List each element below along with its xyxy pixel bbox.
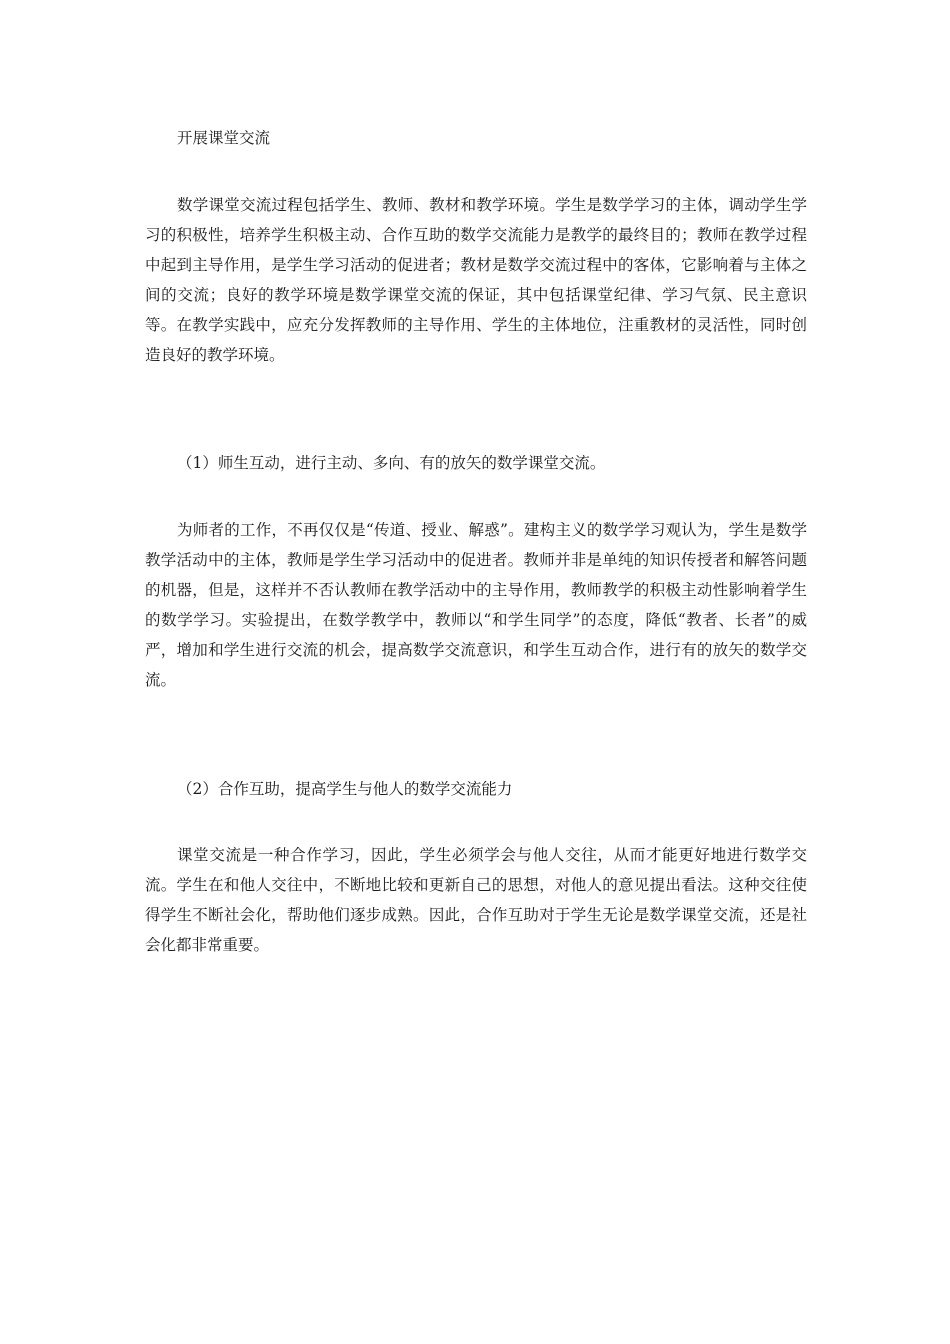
document-title: 开展课堂交流 bbox=[177, 129, 271, 147]
paragraph-1: 数学课堂交流过程包括学生、教师、教材和教学环境。学生是数学学习的主体，调动学生学习的积极性，培养学生积极主动、合作互助的数学交流能力是教学的最终目的；教师在教学过程中起到主导作用，是学生学习活动的促进者；教材是数学交流过程中的客体，它影响着与主体之间的交流；良好的教学环境是数学课堂交流的保证，其中包括课堂纪律、学习气氛、民主意识等。在教学实践中，应充分发挥教师的主导作用、学生的主体地位，注重教材的灵活性，同时创造良好的教学环境。 bbox=[145, 196, 807, 364]
paragraph-3: 课堂交流是一种合作学习，因此，学生必须学会与他人交往，从而才能更好地进行数学交流。学生在和他人交往中，不断地比较和更新自己的思想，对他人的意见提出看法。这种交往使得学生不断社会化，帮助他们逐步成熟。因此，合作互助对于学生无论是数学课堂交流，还是社会化都非常重要。 bbox=[145, 846, 807, 954]
paragraph-2: 为师者的工作，不再仅仅是“传道、授业、解惑”。建构主义的数学学习观认为，学生是数学教学活动中的主体，教师是学生学习活动中的促进者。教师并非是单纯的知识传授者和解答问题的机器，但是，这样并不否认教师在教学活动中的主导作用，教师教学的积极主动性影响着学生的数学学习。实验提出，在数学教学中，教师以“和学生同学”的态度，降低“教者、长者”的威严，增加和学生进行交流的机会，提高数学交流意识，和学生互动合作，进行有的放矢的数学交流。 bbox=[145, 521, 807, 689]
section-1-heading: （1）师生互动，进行主动、多向、有的放矢的数学课堂交流。 bbox=[177, 454, 606, 472]
section-2-heading: （2）合作互助，提高学生与他人的数学交流能力 bbox=[177, 780, 513, 798]
